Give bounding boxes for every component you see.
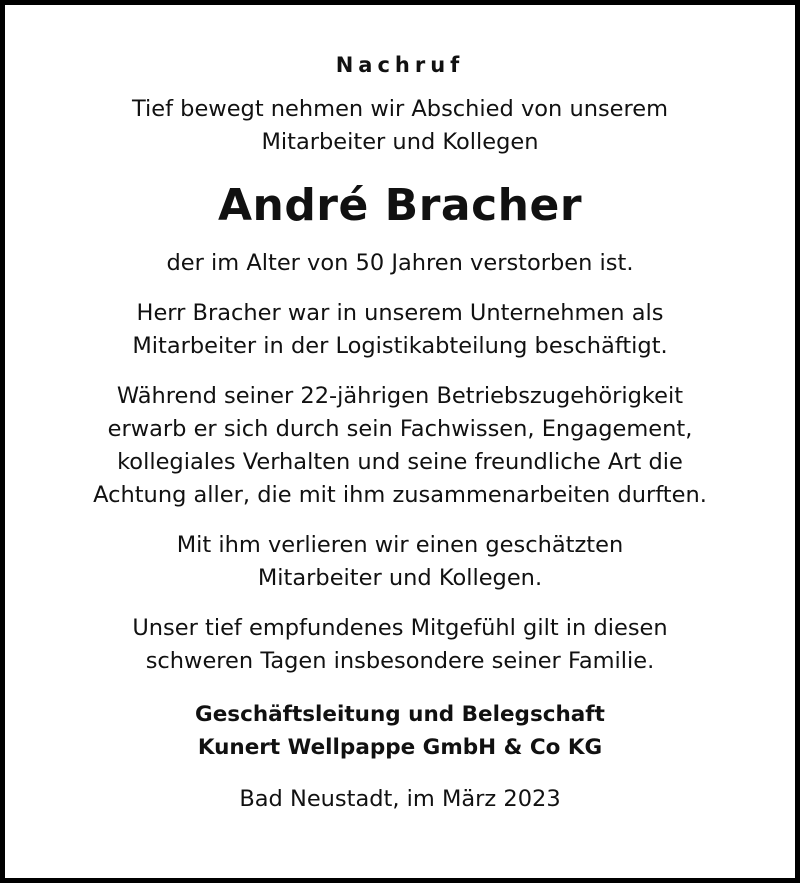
tribute-line: kollegiales Verhalten und seine freundliche Art die xyxy=(117,449,683,475)
condolence-line: Unser tief empfundenes Mitgefühl gilt in diesen xyxy=(132,615,668,641)
age-line: der im Alter von 50 Jahren verstorben ist. xyxy=(166,250,634,276)
intro-paragraph xyxy=(5,93,795,159)
tribute-paragraph xyxy=(5,380,795,512)
notice-heading: Nachruf xyxy=(335,53,465,77)
condolence-paragraph xyxy=(5,612,795,678)
intro-line: Tief bewegt nehmen wir Abschied von unserem xyxy=(131,96,669,122)
age-paragraph xyxy=(5,247,795,280)
company-name: Kunert Wellpappe GmbH & Co KG xyxy=(197,735,603,760)
place-date-line: Bad Neustadt, im März 2023 xyxy=(239,786,561,812)
signoff-line: Geschäftsleitung und Belegschaft xyxy=(195,702,605,727)
loss-line: Mitarbeiter und Kollegen. xyxy=(257,565,543,591)
intro-line: Mitarbeiter und Kollegen xyxy=(261,129,539,155)
role-paragraph xyxy=(5,297,795,363)
tribute-line: Achtung aller, die mit ihm zusammenarbeiten durften. xyxy=(93,482,707,508)
tribute-line: Während seiner 22-jährigen Betriebszugehörigkeit xyxy=(116,383,684,409)
place-date xyxy=(5,783,795,816)
tribute-line: erwarb er sich durch sein Fachwissen, Engagement, xyxy=(107,416,693,442)
role-line: Mitarbeiter in der Logistikabteilung beschäftigt. xyxy=(132,333,668,359)
condolence-line: schweren Tagen insbesondere seiner Familie. xyxy=(145,648,655,674)
role-line: Herr Bracher war in unserem Unternehmen als xyxy=(136,300,664,326)
deceased-name: André Bracher xyxy=(217,180,583,231)
notice-content xyxy=(5,5,795,816)
loss-line: Mit ihm verlieren wir einen geschätzten xyxy=(176,532,624,558)
signoff-block xyxy=(5,698,795,764)
loss-paragraph xyxy=(5,529,795,595)
